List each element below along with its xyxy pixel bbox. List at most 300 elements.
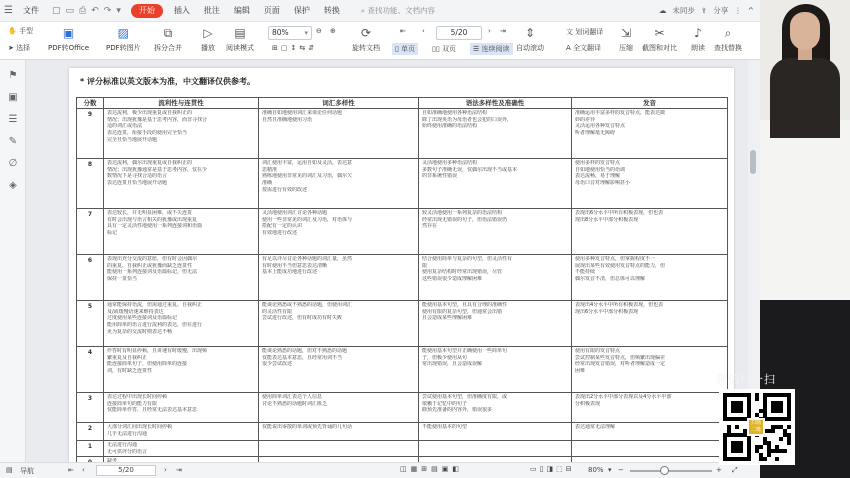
menu-home[interactable]: 开始 bbox=[131, 4, 163, 18]
file-menu[interactable]: 文件 bbox=[23, 5, 39, 15]
criterion-line: 多数句子准确无误，仅偶尔出现不当或基本 bbox=[422, 166, 518, 173]
criterion-line: 表现出6分水平中所有积极表现，但也表 bbox=[575, 210, 664, 216]
split-merge-label: 拆分合并 bbox=[154, 44, 182, 52]
menu-edit[interactable]: 编辑 bbox=[233, 5, 250, 15]
qr-module bbox=[787, 437, 791, 441]
criterion-line: 使用多种发音特点，但掌握程度不一 bbox=[575, 256, 656, 262]
collapse-icon[interactable]: ^ bbox=[747, 6, 754, 15]
auto-scroll-icon: ⇕ bbox=[524, 26, 536, 40]
layers-icon[interactable]: ◈ bbox=[9, 180, 17, 191]
double-page-label: 双页 bbox=[441, 45, 456, 53]
auto-scroll-button[interactable] bbox=[516, 25, 544, 53]
criterion-line: 及/或缓慢语速来维持表达 bbox=[107, 308, 164, 315]
criterion-line: 有时使用不当但意思表达清晰 bbox=[262, 262, 328, 269]
status-zoom-in-icon[interactable]: + bbox=[716, 466, 722, 474]
print-icon[interactable]: ⎙ bbox=[79, 5, 87, 16]
table-row bbox=[77, 423, 728, 441]
find-replace-icon: ⌕ bbox=[724, 26, 732, 40]
criterion-line: 偶尔发音不清，但总体可以理解 bbox=[575, 276, 646, 283]
criterion-line: 准确自如地使用词汇来谈论任何话题 bbox=[262, 110, 343, 116]
qr-module bbox=[755, 449, 759, 453]
header-fluency: 流利性与连贯性 bbox=[104, 98, 259, 109]
cursor-icon: ➤ bbox=[8, 44, 14, 52]
view-tools[interactable]: ⊞▢↕⇆⇵ bbox=[272, 44, 318, 52]
criterion-line: 数情况下是寻找合适的语言 bbox=[107, 173, 168, 180]
header-grammar: 语法多样性及准确性 bbox=[419, 98, 572, 109]
thumbnail-icon[interactable]: ▣ bbox=[8, 92, 18, 103]
scroll-thumb[interactable] bbox=[750, 150, 756, 174]
compress-icon: ⇲ bbox=[620, 26, 632, 40]
qr-module bbox=[759, 409, 763, 413]
criterion-line: 不能持续 bbox=[575, 269, 596, 276]
criterion-line: 情况；出现犹豫通常是基于思考内容，仅在少 bbox=[107, 166, 208, 173]
qr-module bbox=[779, 449, 783, 453]
document-page bbox=[69, 68, 734, 462]
criterion-line: 分积极表现 bbox=[575, 400, 601, 407]
criterion-line: 能使用基本句型，且具有合理的准确性 bbox=[422, 302, 508, 308]
status-zoom-out-icon[interactable]: − bbox=[618, 466, 624, 474]
qr-module bbox=[767, 445, 771, 449]
criterion-line: 现出8分水平中部分积极表现 bbox=[575, 216, 639, 223]
criterion-line: 自如准确地使用各种语法结构 bbox=[422, 110, 488, 116]
hand-icon: ✋ bbox=[8, 27, 17, 35]
criterion-line: 能谈论熟悉的话题，但对不熟悉的话题 bbox=[262, 348, 348, 354]
criterion-line: 自如地使用恰当的语调 bbox=[575, 166, 626, 173]
auto-scroll-label: 自动滚动 bbox=[516, 44, 544, 52]
continuous-label: 连续阅读 bbox=[481, 45, 510, 53]
criterion-line: 除了出现英语为母语者也会犯的口误外， bbox=[422, 116, 513, 123]
double-page-button[interactable]: ▯▯ 双页 bbox=[432, 45, 456, 53]
page-input[interactable] bbox=[436, 26, 482, 40]
criterion-line: 依赖于记忆中的句子 bbox=[422, 400, 468, 407]
undo-icon[interactable]: ↶ bbox=[91, 5, 99, 16]
criterion-cell bbox=[259, 209, 419, 255]
single-page-label: 单页 bbox=[401, 45, 416, 53]
qr-module bbox=[775, 425, 779, 429]
criterion-cell bbox=[572, 255, 728, 301]
qr-module bbox=[767, 453, 771, 457]
more-menu-icon[interactable]: ⋮ bbox=[734, 6, 742, 15]
criterion-line: 能用简单的语言进行流利的表达，但在进行 bbox=[107, 322, 203, 329]
criterion-cell bbox=[419, 209, 572, 255]
criterion-line: 除预先准备的内容外，错误很多 bbox=[422, 407, 493, 414]
qr-module bbox=[727, 425, 731, 429]
status-prev-page-icon[interactable]: ‹ bbox=[82, 466, 85, 474]
criterion-line: 使用简单词汇表达个人信息 bbox=[262, 394, 323, 400]
menu-page[interactable]: 页面 bbox=[263, 5, 280, 15]
presenter-face bbox=[790, 12, 820, 50]
read-mode-button[interactable] bbox=[226, 25, 254, 53]
criterion-line: 尝试控制某些发音特点，但频繁出现偏差 bbox=[575, 354, 666, 361]
criterion-line: 表达连贯且恰当地展开话题 bbox=[107, 180, 168, 187]
pdf-image-icon: ▨ bbox=[117, 26, 129, 40]
criterion-line: 使用复杂结构时经常出现错误，尽管 bbox=[422, 269, 503, 276]
menu-protect[interactable]: 保护 bbox=[293, 5, 310, 15]
criterion-line: 能使用基本句型并正确使用一些简单句 bbox=[422, 348, 508, 354]
zoom-out-icon[interactable]: ⊖ bbox=[316, 27, 322, 35]
open-icon[interactable]: ▭ bbox=[65, 5, 75, 16]
score-cell: 8 bbox=[77, 159, 104, 209]
score-cell: 3 bbox=[77, 393, 104, 423]
criterion-line: 标记 bbox=[107, 230, 118, 237]
criterion-line: 表达连贯，衔接手段的使用完全恰当 bbox=[107, 130, 188, 137]
status-next-page-icon[interactable]: › bbox=[164, 466, 167, 474]
status-page-input[interactable]: 5/20 bbox=[96, 465, 156, 476]
zoom-in-icon[interactable]: ⊕ bbox=[330, 27, 336, 35]
first-page-icon[interactable]: ⇤ bbox=[400, 27, 406, 35]
criterion-line: 表达过程中出现长时间停顿 bbox=[107, 394, 168, 400]
qr-module bbox=[787, 425, 791, 429]
criterion-line: 词汇使用丰富，运用自如及灵活，表达意 bbox=[262, 160, 353, 166]
find-replace-button[interactable] bbox=[714, 25, 742, 53]
qr-module bbox=[771, 449, 775, 453]
criterion-line: 的灵活性有限 bbox=[262, 308, 293, 315]
zoom-slider-handle[interactable] bbox=[660, 466, 669, 475]
select-label: 选择 bbox=[16, 44, 31, 52]
criterion-line: 限 bbox=[422, 262, 428, 269]
qr-module bbox=[755, 397, 759, 401]
qr-module bbox=[763, 441, 767, 445]
qr-module bbox=[775, 449, 779, 453]
full-translate-button[interactable] bbox=[566, 43, 601, 53]
table-row bbox=[77, 347, 728, 393]
score-cell: 7 bbox=[77, 209, 104, 255]
criterion-cell bbox=[104, 423, 259, 441]
criterion-cell bbox=[419, 109, 572, 159]
criterion-line: 灵活地使用词汇讨论各种话题 bbox=[262, 210, 328, 216]
qr-module bbox=[759, 453, 763, 457]
compress-label: 压缩 bbox=[619, 44, 633, 52]
attachment-icon[interactable]: ∅ bbox=[8, 158, 18, 169]
left-sidebar bbox=[0, 60, 26, 462]
layout-icons[interactable]: ▭▯◨⬚⊟ bbox=[530, 465, 575, 473]
criterion-line: 子，但极少使用从句 bbox=[422, 354, 468, 361]
menu-comment[interactable]: 批注 bbox=[203, 5, 220, 15]
prev-page-icon[interactable]: ‹ bbox=[422, 27, 425, 35]
search-placeholder: 查找功能、文档内容 bbox=[367, 6, 435, 15]
criterion-line: 情况；出现犹豫是基于思考内容，而非寻找合 bbox=[107, 116, 208, 123]
criterion-cell bbox=[104, 109, 259, 159]
status-first-page-icon[interactable]: ⇤ bbox=[68, 466, 74, 474]
criterion-line: 经常出现发音错误，对听者理解造成一定 bbox=[575, 361, 666, 368]
hamburger-icon[interactable]: ☰ bbox=[4, 5, 13, 16]
criterion-line: 展现出某些有效使用发音特点的能力，但 bbox=[575, 262, 666, 269]
criterion-line: 能连接简单句子，但使用简单的连接 bbox=[107, 361, 188, 368]
comment-icon[interactable]: ✎ bbox=[8, 136, 18, 147]
qr-module bbox=[783, 429, 787, 433]
qr-badge: 扫描 二维 bbox=[747, 418, 765, 436]
search-icon: ⌕ bbox=[360, 5, 368, 15]
word-translate-button[interactable] bbox=[566, 27, 603, 37]
header-score: 分数 bbox=[77, 98, 104, 109]
header-pronunciation: 发音 bbox=[572, 98, 728, 109]
table-row bbox=[77, 209, 728, 255]
criterion-cell bbox=[419, 301, 572, 347]
wechat-watermark: 微信扫一扫 bbox=[716, 373, 776, 386]
criterion-line: 困难 bbox=[575, 368, 586, 375]
sync-status[interactable]: 未同步 bbox=[672, 6, 695, 15]
view-mode-icons[interactable]: ◫▦⊞▤▣◧ bbox=[400, 465, 463, 473]
criterion-line: 有效地进行改述 bbox=[262, 230, 298, 237]
criterion-line: 无可供评分的语言 bbox=[107, 448, 148, 455]
pdf-office-icon: ▣ bbox=[62, 26, 75, 40]
score-cell: 6 bbox=[77, 255, 104, 301]
score-cell: 5 bbox=[77, 301, 104, 347]
criterion-line: 较灵活地使用一系列复杂的语法结构 bbox=[422, 210, 503, 216]
criterion-line: 使用有限的复杂句型，但通常会出错 bbox=[422, 308, 503, 315]
criterion-cell bbox=[259, 109, 419, 159]
toolbar bbox=[0, 22, 760, 60]
criterion-line: 仅能说出零散的单词或预先背诵的几句话 bbox=[262, 424, 353, 430]
criterion-line: 更为复杂的交流时则表达不畅 bbox=[107, 328, 173, 335]
find-replace-label: 查找替换 bbox=[714, 44, 742, 52]
criterion-line: 仅能表达基本意思，且经常用词不当 bbox=[262, 354, 343, 361]
menu-insert[interactable]: 插入 bbox=[173, 5, 190, 15]
outline-icon[interactable]: ☰ bbox=[8, 114, 18, 125]
qr-module bbox=[767, 449, 771, 453]
share-button[interactable]: 分享 bbox=[713, 6, 729, 15]
qr-module bbox=[759, 445, 763, 449]
qr-module bbox=[763, 437, 767, 441]
qr-module bbox=[755, 413, 759, 417]
criterion-line: 过度使用某些连接词及语篇标记 bbox=[107, 315, 178, 322]
criterion-line: 的重复、自我纠正或犹豫而缺乏连贯性 bbox=[107, 262, 193, 269]
criterion-line: 尝试进行改述，但有时成功有时失败 bbox=[262, 315, 343, 322]
criterion-line: 灵活运用各种发音特点 bbox=[575, 123, 626, 130]
criterion-line: 的非系统性错误 bbox=[422, 173, 458, 180]
criterion-line: 能谈论熟悉或不熟悉的话题，但使用词汇 bbox=[262, 302, 353, 308]
redo-icon[interactable]: ↷ bbox=[103, 5, 112, 16]
criterion-line: 准确 bbox=[262, 180, 273, 187]
criterion-line: 有足以详尽讨论各种话题的词汇量，虽然 bbox=[262, 256, 353, 262]
criterion-line: 词，有时缺乏连贯性 bbox=[107, 368, 153, 375]
rotate-icon: ⟳ bbox=[360, 26, 372, 40]
last-page-icon[interactable]: ⇥ bbox=[500, 27, 506, 35]
hand-tool[interactable] bbox=[8, 26, 33, 36]
status-last-page-icon[interactable]: ⇥ bbox=[176, 466, 182, 474]
criterion-cell bbox=[259, 255, 419, 301]
next-page-icon[interactable]: › bbox=[488, 27, 491, 35]
criterion-line: 表现出4分水平中所有积极表现，但也表 bbox=[575, 302, 664, 308]
read-aloud-button[interactable] bbox=[690, 25, 706, 53]
criterion-line: 母语口音对理解影响甚小 bbox=[575, 180, 631, 187]
criterion-line: 熟练地使用非常见的词汇及习语，偶尔欠 bbox=[262, 173, 353, 180]
qr-module bbox=[763, 457, 767, 461]
criterion-cell bbox=[104, 159, 259, 209]
criterion-line: 表现出充分交流的意愿，但有时会因偶尔 bbox=[107, 256, 198, 262]
criterion-cell bbox=[419, 347, 572, 393]
compress-button[interactable] bbox=[618, 25, 634, 53]
criterion-line: 且会造成某些理解困难 bbox=[422, 315, 473, 322]
criterion-cell bbox=[572, 441, 728, 457]
criterion-line: 基本上能成功地进行改述 bbox=[262, 269, 318, 276]
criterion-cell bbox=[572, 159, 728, 209]
criterion-line: 尝试使用基本句型，但准确度有限，或 bbox=[422, 394, 508, 400]
criterion-line: 听者理解毫无障碍 bbox=[575, 130, 616, 137]
criterion-line: 连接简单句的能力有限 bbox=[107, 400, 158, 407]
criterion-cell bbox=[104, 441, 259, 457]
read-aloud-label: 朗读 bbox=[691, 44, 705, 52]
criterion-line: 适的词汇或语法 bbox=[107, 123, 143, 130]
cloud-icon: ☁ bbox=[658, 6, 667, 15]
qr-module bbox=[731, 401, 743, 413]
fullscreen-icon[interactable]: ⤢ bbox=[732, 466, 738, 474]
share-icon: ⇪ bbox=[700, 6, 708, 15]
play-icon: ▷ bbox=[203, 26, 213, 40]
criterion-cell bbox=[104, 209, 259, 255]
qr-module bbox=[755, 445, 759, 449]
quick-access bbox=[52, 6, 121, 16]
criterion-line: 准确运用丰富多样的发音特点，能表达微 bbox=[575, 110, 666, 116]
more-icon[interactable]: ▾ bbox=[116, 5, 121, 16]
menu-convert[interactable]: 转换 bbox=[323, 5, 340, 15]
full-translate-label: 全文翻译 bbox=[573, 44, 602, 52]
qr-module bbox=[787, 433, 791, 437]
criterion-cell bbox=[259, 347, 419, 393]
table-header-row bbox=[77, 98, 728, 109]
criterion-line: 不能使用基本的句型 bbox=[422, 424, 468, 430]
bookmark-icon[interactable]: ⚑ bbox=[8, 70, 18, 81]
criterion-line: 通常能保持语流，但需通过重复、自我纠正 bbox=[107, 302, 203, 308]
criterion-cell bbox=[419, 441, 572, 457]
table-row bbox=[77, 109, 728, 159]
qr-module bbox=[771, 425, 775, 429]
nav-icon[interactable]: ▤ bbox=[6, 466, 13, 474]
qr-module bbox=[779, 425, 783, 429]
criterion-line: 繁重复及自我纠正 bbox=[107, 354, 148, 361]
new-icon[interactable]: ▢ bbox=[52, 5, 61, 16]
word-translate-label: 划词翻译 bbox=[575, 28, 604, 36]
criterion-line: 这些错误很少造成理解困难 bbox=[422, 276, 483, 283]
document-note: * 评分标准以英文版本为准，中文翻译仅供参考。 bbox=[80, 77, 255, 86]
screenshot-compare-button[interactable] bbox=[642, 25, 677, 53]
pdf-to-office-button[interactable] bbox=[48, 25, 89, 53]
criterion-line: 保持一贯恰当 bbox=[107, 276, 138, 283]
qr-module bbox=[727, 429, 731, 433]
pdf-to-image-button[interactable] bbox=[106, 25, 141, 53]
chevron-down-icon: ▾ bbox=[304, 29, 308, 37]
criterion-line: 表达流利，极少出现重复或自我纠正的 bbox=[107, 110, 193, 116]
zoom-value: 80% bbox=[272, 28, 289, 37]
criterion-line: 作答时有明显停顿，且讲速有时缓慢，出现频 bbox=[107, 348, 208, 354]
read-mode-label: 阅读模式 bbox=[226, 44, 254, 52]
criterion-line: 表达通常无法理解 bbox=[575, 424, 616, 430]
screenshot-icon: ✂ bbox=[654, 26, 665, 40]
score-cell: 1 bbox=[77, 441, 104, 457]
qr-module bbox=[767, 429, 771, 433]
criterion-line: 仅能简单作答，且经常无法表达基本意思 bbox=[107, 407, 198, 414]
zoom-slider-track[interactable] bbox=[630, 470, 712, 472]
nav-button[interactable]: 导航 bbox=[20, 467, 34, 475]
criterion-line: 完全且恰当地展开话题 bbox=[107, 136, 158, 143]
criterion-line: 几乎无法进行沟通 bbox=[107, 430, 148, 437]
select-tool[interactable] bbox=[8, 43, 30, 53]
rubric-table bbox=[76, 97, 728, 469]
qr-module bbox=[783, 433, 787, 437]
qr-module bbox=[783, 449, 787, 453]
criterion-cell bbox=[259, 441, 419, 457]
criterion-line: 灵活地使用多种语法结构 bbox=[422, 160, 478, 166]
criterion-cell bbox=[259, 159, 419, 209]
criterion-cell bbox=[259, 393, 419, 423]
criterion-line: 讨论不熟悉的话题时词汇匮乏 bbox=[262, 400, 328, 407]
qr-module bbox=[779, 437, 783, 441]
criterion-cell bbox=[419, 393, 572, 423]
criterion-cell bbox=[572, 393, 728, 423]
read-aloud-icon: ♪ bbox=[694, 26, 702, 40]
table-row bbox=[77, 393, 728, 423]
presenter-shirt bbox=[770, 58, 840, 138]
read-mode-icon: ▤ bbox=[234, 26, 246, 40]
score-cell: 9 bbox=[77, 109, 104, 159]
criterion-line: 搭配有一定的认识 bbox=[262, 223, 303, 230]
qr-module bbox=[767, 441, 771, 445]
criterion-cell bbox=[572, 301, 728, 347]
criterion-line: 常出现错误，且会造成误解 bbox=[422, 361, 483, 368]
criterion-line: 表达流畅，易于理解 bbox=[575, 173, 621, 180]
single-page-button[interactable]: ▯ 单页 bbox=[392, 43, 418, 55]
criterion-cell bbox=[104, 301, 259, 347]
criterion-line: 结合使用简单与复杂的句型，但灵活性有 bbox=[422, 256, 513, 262]
criterion-cell bbox=[104, 393, 259, 423]
qr-module bbox=[735, 425, 739, 429]
split-merge-button[interactable] bbox=[154, 25, 182, 53]
criterion-line: 无法进行沟通 bbox=[107, 442, 138, 448]
criterion-cell bbox=[572, 109, 728, 159]
criterion-cell bbox=[104, 347, 259, 393]
criterion-cell bbox=[572, 423, 728, 441]
criterion-cell bbox=[419, 423, 572, 441]
page-value: 5/20 bbox=[450, 28, 468, 37]
header-lexical: 词汇多样性 bbox=[259, 98, 419, 109]
split-merge-icon: ⧉ bbox=[163, 26, 173, 40]
qr-module bbox=[731, 441, 743, 453]
table-row bbox=[77, 441, 728, 457]
criterion-line: 现出6分水平中部分积极表现 bbox=[575, 308, 639, 315]
criterion-line: 自然且准确地使用习语 bbox=[262, 116, 313, 123]
criterion-line: 使用一些非常见的词汇及习语，对语体与 bbox=[262, 216, 353, 223]
pdf-to-image-label: PDF转图片 bbox=[106, 44, 141, 52]
criterion-line: 具有一定灵活性地使用一系列连接词和语篇 bbox=[107, 223, 203, 230]
criterion-cell bbox=[419, 255, 572, 301]
status-zoom-chevron-icon[interactable]: ▾ bbox=[608, 466, 612, 474]
continuous-read-button[interactable]: ☰ 连续阅读 bbox=[470, 43, 513, 55]
criterion-line: 经常出现无错误的句子，但语法错误仍 bbox=[422, 216, 508, 223]
criterion-line: 表达流利，偶尔出现重复或自我纠正的 bbox=[107, 160, 193, 166]
criterion-line: 大部分词汇间出现长时间停顿 bbox=[107, 424, 173, 430]
search-box[interactable] bbox=[361, 5, 435, 16]
play-label: 播放 bbox=[201, 44, 215, 52]
criterion-line: 然存在 bbox=[422, 223, 438, 230]
criterion-cell bbox=[259, 423, 419, 441]
criterion-line: 使用有限的发音特点 bbox=[575, 348, 621, 354]
rotate-button[interactable] bbox=[352, 25, 380, 53]
status-zoom-value[interactable]: 80% bbox=[588, 466, 604, 474]
play-button[interactable] bbox=[200, 25, 216, 53]
translate-all-icon: A bbox=[566, 44, 571, 52]
rotate-label: 旋转文档 bbox=[352, 44, 380, 52]
criterion-line: 很少尝试改述 bbox=[262, 361, 293, 368]
pdf-to-office-label: PDF转Office bbox=[48, 44, 90, 52]
zoom-select[interactable] bbox=[268, 26, 312, 40]
screenshot-compare-label: 截图和对比 bbox=[642, 44, 677, 52]
criterion-cell bbox=[259, 301, 419, 347]
criterion-line: 有时会出现与语言相关的犹豫或出现重复 bbox=[107, 216, 198, 223]
table-row bbox=[77, 159, 728, 209]
criterion-line: 表现出2分水平中部分表现以及4分水平中部 bbox=[575, 394, 672, 400]
qr-module bbox=[775, 457, 779, 461]
criterion-line: 思精准 bbox=[262, 166, 278, 173]
